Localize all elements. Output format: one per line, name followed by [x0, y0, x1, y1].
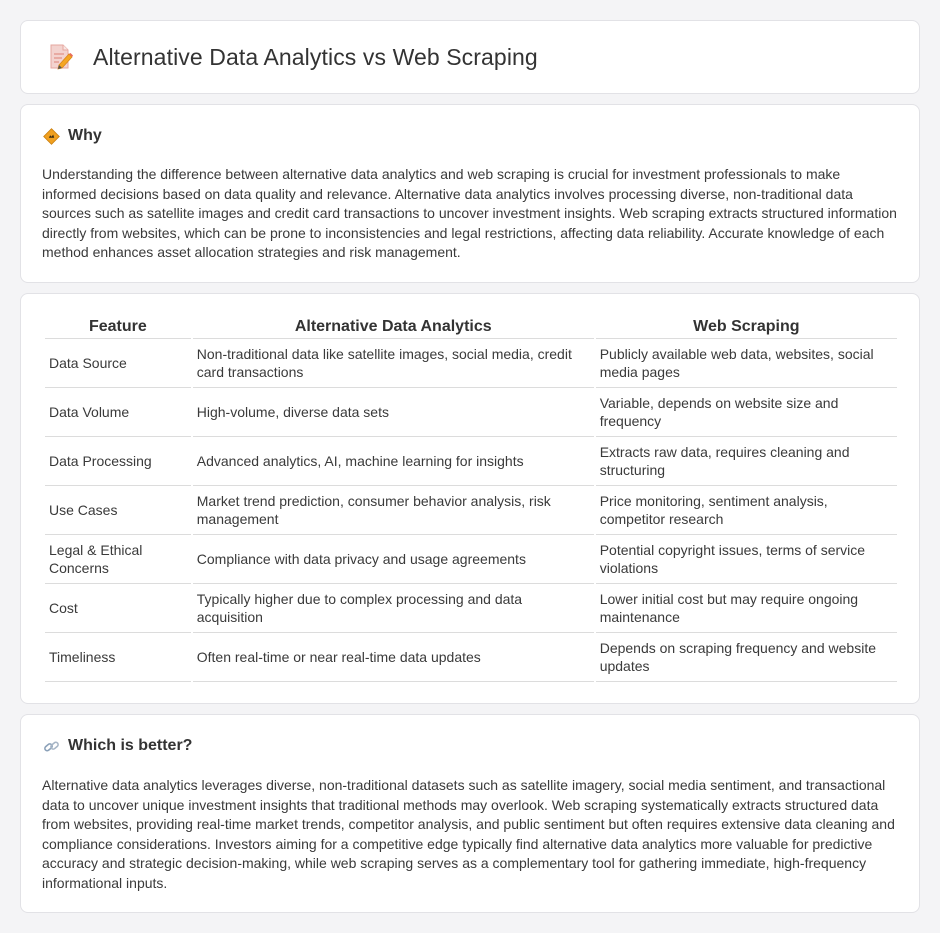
why-title: Why — [68, 127, 102, 144]
table-row — [45, 584, 897, 633]
header-card — [20, 20, 920, 94]
alternative-cell: Compliance with data privacy and usage agreements — [193, 535, 594, 584]
header-web-scraping: Web Scraping — [596, 317, 897, 339]
why-heading — [43, 127, 102, 145]
alternative-cell: Typically higher due to complex processing and data acquisition — [193, 584, 594, 633]
table-row — [45, 535, 897, 584]
header-alternative-data: Alternative Data Analytics — [193, 317, 594, 339]
better-title: Which is better? — [68, 737, 193, 754]
comparison-card — [20, 293, 920, 704]
feature-cell: Data Processing — [45, 437, 191, 486]
feature-cell: Data Source — [45, 339, 191, 388]
why-text: Understanding the difference between alternative data analytics and web scraping is crucial for investment professionals to make informed decisions based on data quality and relevance. Alternative data analytics involves processing diverse, non-traditional data sources such as satellite images and credit card transactions to uncover investment insights. Web scraping extracts structured information directly from websites, which can be prone to inconsistencies and legal restrictions, affecting data reliability. Accurate knowledge of each method enhances asset allocation strategies and risk management. — [42, 166, 897, 260]
feature-cell: Use Cases — [45, 486, 191, 535]
why-card — [20, 104, 920, 283]
feature-cell: Data Volume — [45, 388, 191, 437]
table-row — [45, 388, 897, 437]
feature-cell: Cost — [45, 584, 191, 633]
comparison-table — [43, 317, 899, 682]
web-scraping-cell: Price monitoring, sentiment analysis, competitor research — [596, 486, 897, 535]
web-scraping-cell: Variable, depends on website size and frequency — [596, 388, 897, 437]
table-header-row — [45, 317, 897, 339]
alternative-cell: Market trend prediction, consumer behavior analysis, risk management — [193, 486, 594, 535]
title-row — [47, 43, 538, 71]
better-heading — [43, 737, 192, 755]
document-pencil-icon — [47, 43, 73, 71]
header-feature: Feature — [45, 317, 191, 339]
web-scraping-cell: Extracts raw data, requires cleaning and structuring — [596, 437, 897, 486]
page-title: Alternative Data Analytics vs Web Scraping — [93, 43, 538, 70]
diamond-sign-icon — [43, 128, 60, 145]
web-scraping-cell: Potential copyright issues, terms of service violations — [596, 535, 897, 584]
web-scraping-cell: Depends on scraping frequency and website updates — [596, 633, 897, 682]
table-row — [45, 633, 897, 682]
alternative-cell: Often real-time or near real-time data updates — [193, 633, 594, 682]
web-scraping-cell: Publicly available web data, websites, social media pages — [596, 339, 897, 388]
alternative-cell: Non-traditional data like satellite images, social media, credit card transactions — [193, 339, 594, 388]
feature-cell: Legal & Ethical Concerns — [45, 535, 191, 584]
table-row — [45, 437, 897, 486]
alternative-cell: Advanced analytics, AI, machine learning for insights — [193, 437, 594, 486]
table-row — [45, 339, 897, 388]
alternative-cell: High-volume, diverse data sets — [193, 388, 594, 437]
table-row — [45, 486, 897, 535]
which-is-better-card — [20, 714, 920, 913]
link-icon — [43, 738, 60, 755]
feature-cell: Timeliness — [45, 633, 191, 682]
better-text: Alternative data analytics leverages diverse, non-traditional datasets such as satellite imagery, social media sentiment, and transactional data to uncover unique investment insights that traditional methods may overlook. Web scraping systematically extracts structured data from websites, providing real-time market trends, competitor analysis, and public sentiment but often requires extensive data cleaning and compliance considerations. Investors aiming for a competitive edge typically find alternative data analytics more valuable for predictive accuracy and strategic decision-making, while web scraping serves as a complementary tool for gathering immediate, high-frequency informational inputs. — [42, 777, 895, 891]
web-scraping-cell: Lower initial cost but may require ongoing maintenance — [596, 584, 897, 633]
